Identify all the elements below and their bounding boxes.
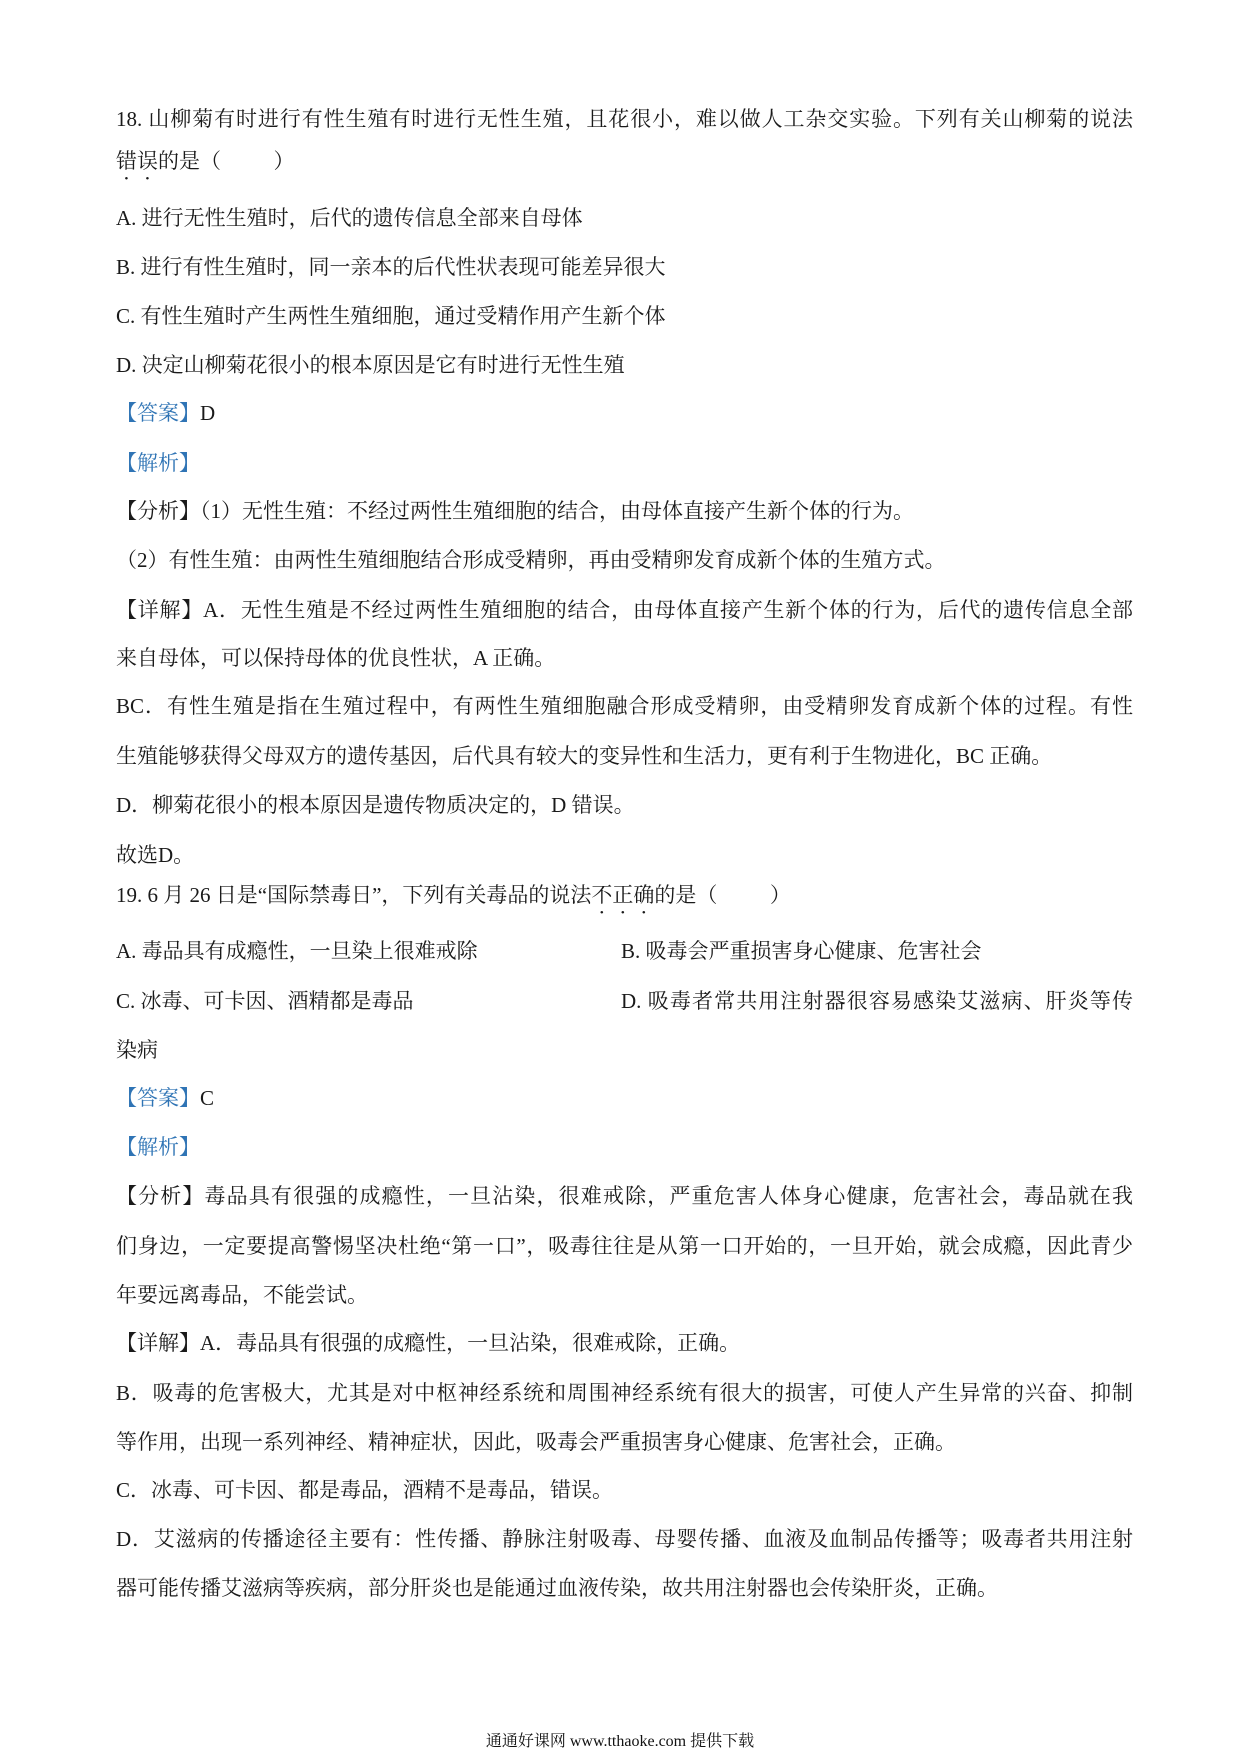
q18-detail-line-3: BC．有性生殖是指在生殖过程中，有两性生殖细胞融合形成受精卵，由受精卵发育成新个体的过程。有性 bbox=[116, 694, 1133, 718]
q18-stem-line-2-rest: 的是（ ） bbox=[158, 149, 295, 173]
q18-detail-line-4: 生殖能够获得父母双方的遗传基因，后代具有较大的变异性和生活力，更有利于生物进化，BC 正确。 bbox=[116, 744, 1053, 768]
q19-analysis-line-3: 年要远离毒品，不能尝试。 bbox=[116, 1283, 368, 1307]
q19-option-d: D. 吸毒者常共用注射器很容易感染艾滋病、肝炎等传 bbox=[621, 989, 1133, 1013]
q19-stem bbox=[116, 881, 1133, 909]
q19-detail-line-1: 【详解】A．毒品具有很强的成瘾性，一旦沾染，很难戒除，正确。 bbox=[116, 1331, 741, 1355]
q19-stem-before: 19. 6 月 26 日是“国际禁毒日”，下列有关毒品的说法 bbox=[116, 883, 592, 907]
q19-detail-line-4: C．冰毒、可卡因、都是毒品，酒精不是毒品，错误。 bbox=[116, 1478, 614, 1502]
q18-option-a: A. 进行无性生殖时，后代的遗传信息全部来自母体 bbox=[116, 206, 583, 230]
q19-stem-after: 的是（ ） bbox=[654, 883, 791, 907]
q19-stem-emphasis: 不正确 bbox=[591, 883, 655, 907]
q19-options-row-1 bbox=[116, 937, 1133, 965]
q18-detail-line-2: 来自母体，可以保持母体的优良性状，A 正确。 bbox=[116, 646, 556, 670]
q18-answer-label: 【答案】 bbox=[116, 401, 200, 425]
q18-option-c: C. 有性生殖时产生两性生殖细胞，通过受精作用产生新个体 bbox=[116, 304, 666, 328]
q19-options-row-2 bbox=[116, 987, 1133, 1015]
q18-option-b: B. 进行有性生殖时，同一亲本的后代性状表现可能差异很大 bbox=[116, 255, 666, 279]
q18-answer bbox=[116, 399, 1133, 427]
q19-answer-label: 【答案】 bbox=[116, 1086, 200, 1110]
q19-analysis-label: 【解析】 bbox=[116, 1135, 200, 1159]
q19-option-a: A. 毒品具有成瘾性，一旦染上很难戒除 bbox=[116, 939, 478, 963]
q18-analysis-line-2: （2）有性生殖：由两性生殖细胞结合形成受精卵，再由受精卵发育成新个体的生殖方式。 bbox=[116, 548, 946, 572]
q18-answer-value: D bbox=[200, 401, 216, 425]
q19-detail-line-6: 器可能传播艾滋病等疾病，部分肝炎也是能通过血液传染，故共用注射器也会传染肝炎，正确。 bbox=[116, 1576, 998, 1600]
q19-option-c: C. 冰毒、可卡因、酒精都是毒品 bbox=[116, 989, 414, 1013]
q18-analysis-line-1: 【分析】（1）无性生殖：不经过两性生殖细胞的结合，由母体直接产生新个体的行为。 bbox=[116, 499, 914, 523]
q19-detail-line-3: 等作用，出现一系列神经、精神症状，因此，吸毒会严重损害身心健康、危害社会，正确。 bbox=[116, 1430, 956, 1454]
q18-detail-line-1: 【详解】A．无性生殖是不经过两性生殖细胞的结合，由母体直接产生新个体的行为，后代的遗传信息全部 bbox=[116, 598, 1133, 622]
q19-detail-line-2: B．吸毒的危害极大，尤其是对中枢神经系统和周围神经系统有很大的损害，可使人产生异常的兴奋、抑制 bbox=[116, 1381, 1133, 1405]
q19-option-b: B. 吸毒会严重损害身心健康、危害社会 bbox=[621, 939, 982, 963]
q18-stem-emphasis: 错误 bbox=[116, 149, 158, 173]
q19-detail-line-5: D．艾滋病的传播途径主要有：性传播、静脉注射吸毒、母婴传播、血液及血制品传播等；吸毒者共用注射 bbox=[116, 1527, 1133, 1551]
q18-conclusion: 故选D。 bbox=[116, 843, 195, 867]
q18-detail-line-5: D．柳菊花很小的根本原因是遗传物质决定的，D 错误。 bbox=[116, 793, 635, 817]
q19-analysis-line-2: 们身边，一定要提高警惕坚决杜绝“第一口”，吸毒往往是从第一口开始的，一旦开始，就会成瘾，因此青少 bbox=[116, 1234, 1133, 1258]
q19-analysis-line-1: 【分析】毒品具有很强的成瘾性，一旦沾染，很难戒除，严重危害人体身心健康，危害社会，毒品就在我 bbox=[116, 1184, 1133, 1208]
q18-stem-line-2 bbox=[116, 147, 1133, 175]
q18-analysis-label: 【解析】 bbox=[116, 451, 200, 475]
page-footer: 通通好课网 www.tthaoke.com 提供下载 bbox=[485, 1733, 755, 1750]
q18-option-d: D. 决定山柳菊花很小的根本原因是它有时进行无性生殖 bbox=[116, 353, 625, 377]
q19-answer-value: C bbox=[200, 1086, 215, 1110]
q18-stem-line-1: 18. 山柳菊有时进行有性生殖有时进行无性生殖，且花很小，难以做人工杂交实验。下列有关山柳菊的说法 bbox=[116, 107, 1133, 131]
q19-answer bbox=[116, 1084, 1133, 1112]
q19-option-d-continuation: 染病 bbox=[116, 1038, 158, 1062]
